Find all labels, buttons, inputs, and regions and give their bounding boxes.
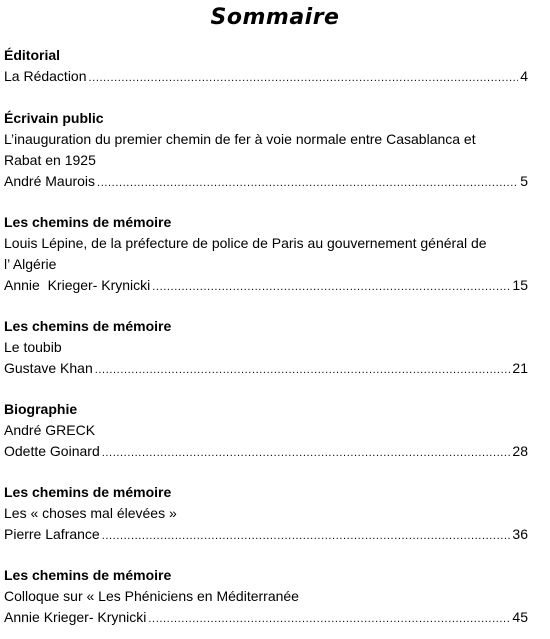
dot-leader — [102, 526, 511, 547]
section-heading: Les chemins de mémoire — [4, 214, 172, 230]
page-number: 4 — [520, 68, 528, 84]
section-heading: Biographie — [4, 401, 78, 417]
section-heading: Les chemins de mémoire — [4, 318, 172, 334]
toc-section-chemins-memoire-toubib — [4, 316, 528, 381]
entry-author: Annie Krieger- Krynicki — [4, 609, 147, 625]
toc-entry[interactable] — [4, 358, 528, 381]
toc-section-ecrivain-public — [4, 108, 528, 194]
page-number: 28 — [512, 443, 528, 459]
toc-section-biographie — [4, 399, 528, 464]
page-number: 5 — [520, 173, 528, 189]
section-heading: Les chemins de mémoire — [4, 484, 172, 500]
entry-author: La Rédaction — [4, 68, 87, 84]
article-title-line: Rabat en 1925 — [4, 152, 96, 168]
entry-author: André Maurois — [4, 173, 96, 189]
toc-section-editorial — [4, 45, 528, 89]
dot-leader — [102, 443, 511, 464]
article-title-line: Le toubib — [4, 339, 62, 355]
toc-entry[interactable] — [4, 607, 528, 630]
toc-entry[interactable] — [4, 171, 528, 194]
dot-leader — [152, 277, 510, 298]
toc-section-chemins-memoire-choses — [4, 482, 528, 547]
article-title-line: l’ Algérie — [4, 256, 57, 272]
article-title-line: L’inauguration du premier chemin de fer à voie normale entre Casablanca et — [4, 131, 476, 147]
toc-entry[interactable] — [4, 275, 528, 298]
dot-leader — [95, 360, 511, 381]
entry-author: Odette Goinard — [4, 443, 100, 459]
dot-leader — [89, 68, 519, 89]
page-number: 15 — [512, 277, 528, 293]
toc-entry[interactable] — [4, 441, 528, 464]
entry-author: Pierre Lafrance — [4, 526, 100, 542]
toc-entry[interactable] — [4, 66, 528, 89]
page-number: 21 — [512, 360, 528, 376]
dot-leader — [148, 609, 510, 630]
page-number: 36 — [512, 526, 528, 542]
page-number: 45 — [512, 609, 528, 625]
page-title: Sommaire — [210, 5, 340, 30]
toc-entry[interactable] — [4, 524, 528, 547]
dot-leader — [97, 173, 518, 194]
toc-section-chemins-memoire-lepine — [4, 212, 528, 298]
section-heading: Éditorial — [4, 47, 61, 63]
article-title-line: Colloque sur « Les Phéniciens en Méditerranée — [4, 588, 299, 604]
section-heading: Écrivain public — [4, 110, 104, 126]
article-title-line: Les « choses mal élevées » — [4, 505, 177, 521]
article-title-line: Louis Lépine, de la préfecture de police de Paris au gouvernement général de — [4, 235, 487, 251]
entry-author: Gustave Khan — [4, 360, 93, 376]
toc-section-chemins-memoire-pheniciens — [4, 565, 528, 630]
article-title-line: André GRECK — [4, 422, 96, 438]
section-heading: Les chemins de mémoire — [4, 567, 172, 583]
entry-author: Annie Krieger- Krynicki — [4, 277, 151, 293]
